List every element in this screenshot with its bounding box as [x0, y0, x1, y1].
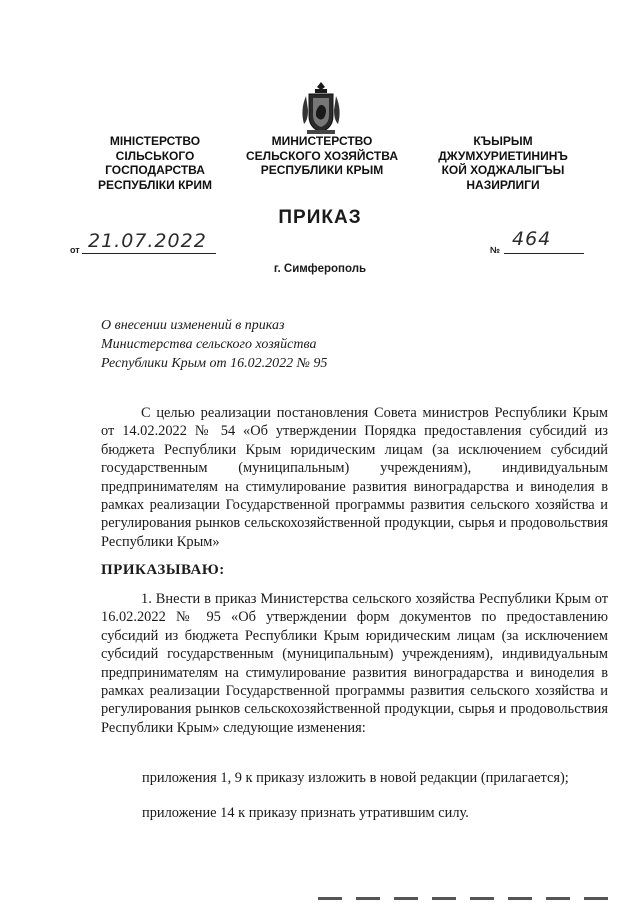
org-crh-line: ДЖУМХУРИЕТИНИНЪ: [438, 148, 568, 163]
org-crh-line: НАЗИРЛИГИ: [466, 177, 540, 192]
org-name-crimean-tatar: [418, 134, 588, 192]
coat-of-arms-icon: [298, 80, 344, 136]
org-ru-line: СЕЛЬСКОГО ХОЗЯЙСТВА: [246, 148, 398, 163]
intro-paragraph: С целью реализации постановления Совета министров Республики Крым от 14.02.2022 № 54 «Об утверждении Порядка предоставления субсидий из бюджета Республики Крым юридическим лицам (за исключением субсидий государственным (муниципальным) учреждениям), индивидуальным предпринимателям на стимулирование развития виноградарства и виноделия в рамках реализации Государственной программы развития сельского хозяйства и регулирования рынков сельскохозяйственной продукции, сырья и продовольствия Республики Крым»: [101, 405, 608, 550]
order-number: 464: [512, 228, 552, 250]
org-ua-line: РЕСПУБЛІКИ КРИМ: [97, 177, 213, 192]
org-ua-line: МІНІСТЕРСТВО: [109, 134, 201, 148]
point-1-paragraph: 1. Внести в приказ Министерства сельского хозяйства Республики Крым от 16.02.2022 № 95 «Об утверждении форм документов по предоставлению субсидий из бюджета Республики Крым юридическим лицам (за исключением субсидий государственным (муниципальным) учреждениям), индивидуальным предпринимателям на стимулирование развития виноградарства и виноделия в рамках реализации Государственной программы развития сельского хозяйства и регулирования рынков сельскохозяйственной продукции, сырья и продовольствия Республики Крым» следующие изменения:: [101, 591, 608, 736]
org-name-ukrainian: [80, 134, 230, 192]
org-ru-line: РЕСПУБЛИКИ КРЫМ: [260, 163, 384, 177]
date-prefix: от: [70, 245, 80, 255]
org-crh-line: КОЙ ХОДЖАЛЫГЪЫ: [441, 163, 565, 177]
change-item-1: приложения 1, 9 к приказу изложить в новой редакции (прилагается);: [142, 770, 569, 786]
org-crh-line: КЪЫРЫМ: [473, 134, 533, 148]
order-subject: [101, 316, 327, 373]
org-ru-line: МИНИСТЕРСТВО: [271, 134, 373, 148]
change-item-2: приложение 14 к приказу признать утратившим силу.: [142, 805, 469, 821]
order-directive-heading: ПРИКАЗЫВАЮ:: [101, 562, 225, 578]
subject-line: О внесении изменений в приказ: [101, 318, 285, 333]
order-date: 21.07.2022: [88, 230, 207, 252]
document-title: ПРИКАЗ: [278, 207, 362, 228]
number-underline: [504, 253, 584, 254]
subject-line: Республики Крым от 16.02.2022 № 95: [101, 356, 328, 371]
scan-edge-marks: [318, 897, 640, 905]
subject-line: Министерства сельского хозяйства: [101, 337, 317, 352]
city: г. Симферополь: [273, 263, 367, 275]
org-ua-line: СІЛЬСЬКОГО: [115, 148, 195, 163]
org-name-russian: [236, 134, 408, 178]
org-ua-line: ГОСПОДАРСТВА: [105, 163, 205, 177]
date-underline: [82, 253, 216, 254]
number-prefix: №: [490, 245, 501, 255]
